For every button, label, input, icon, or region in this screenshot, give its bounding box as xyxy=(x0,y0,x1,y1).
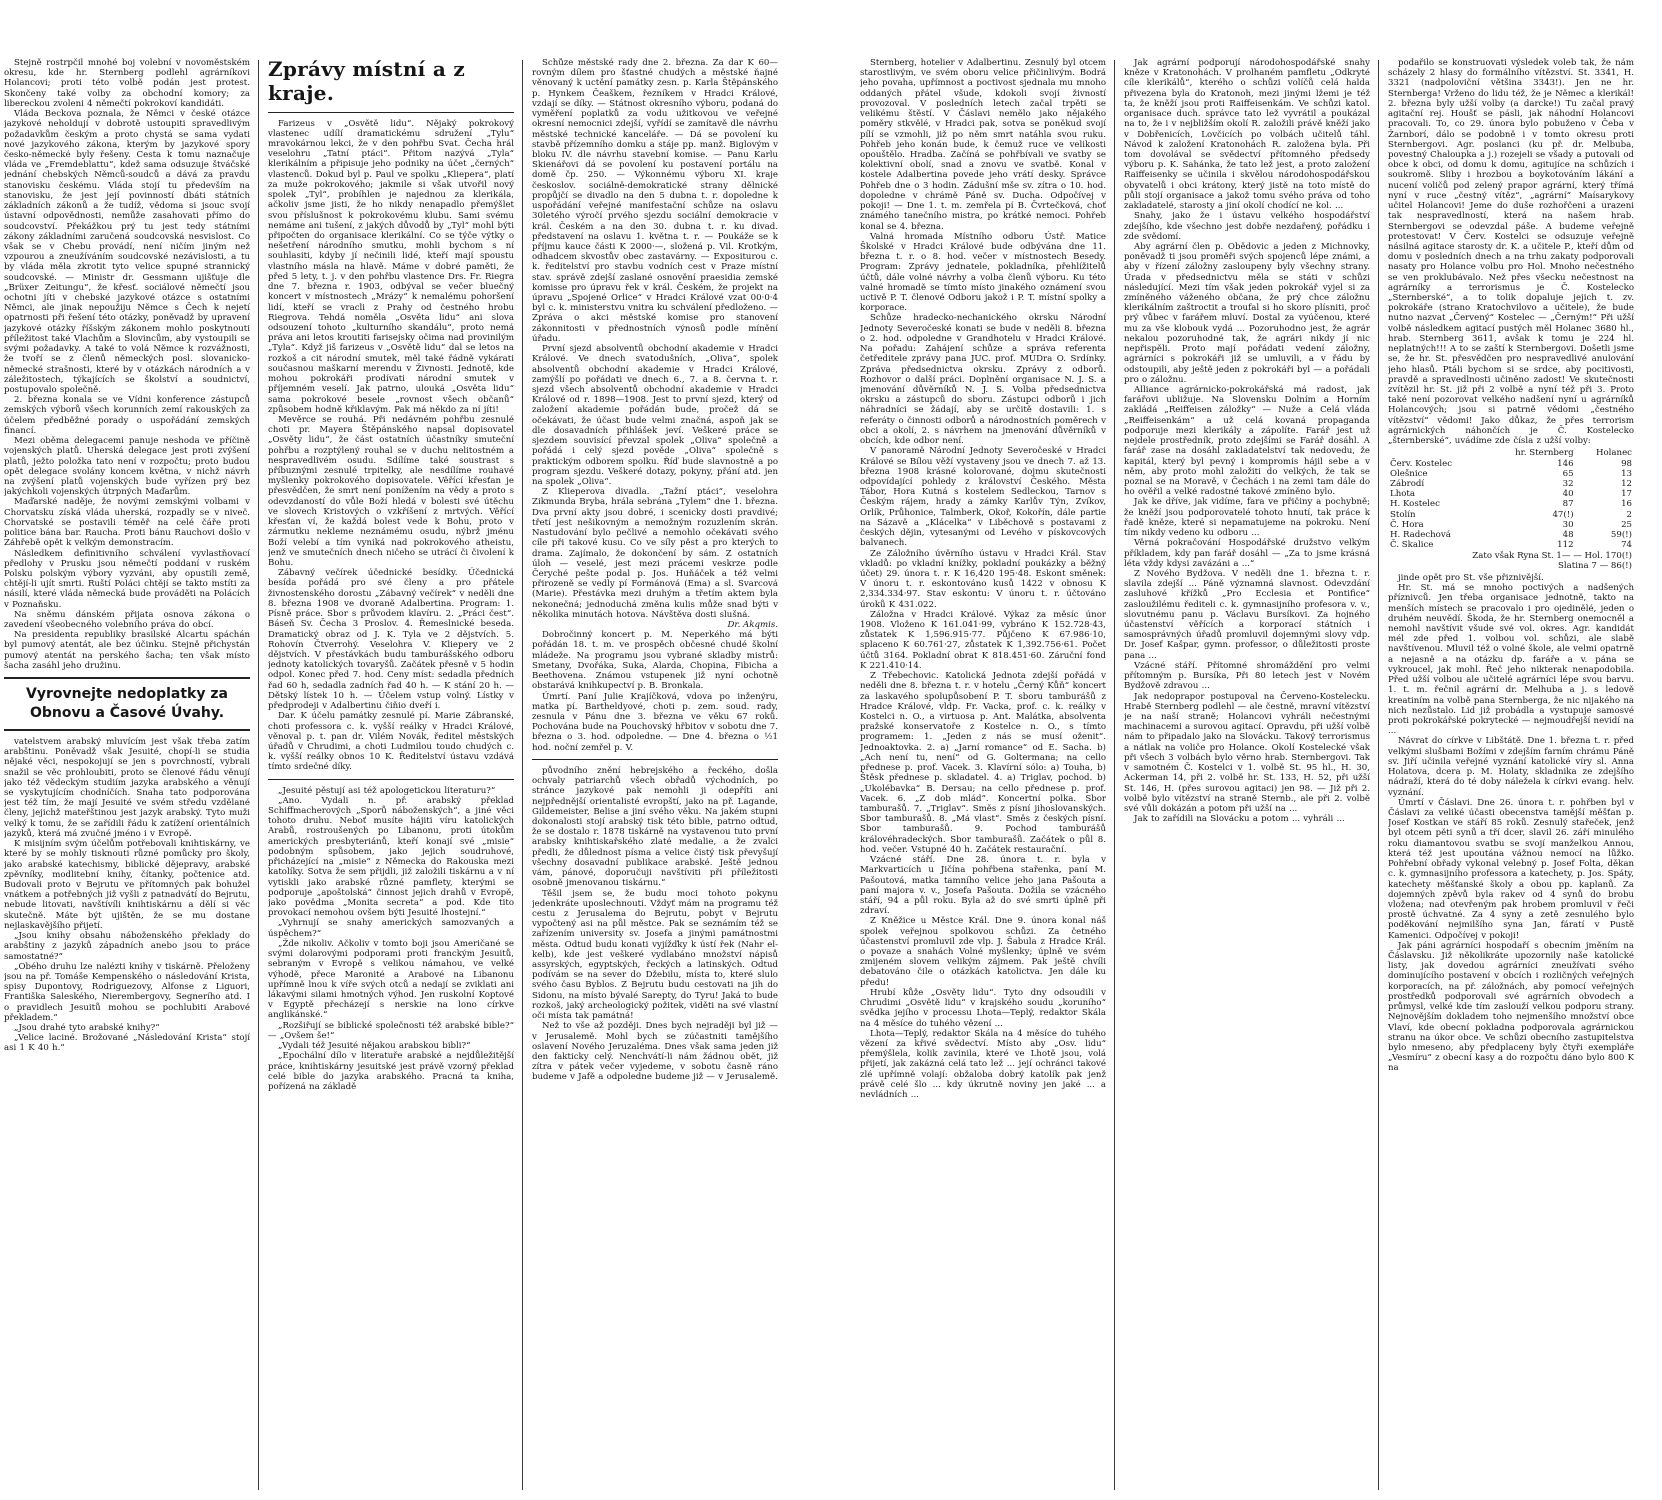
column-rule xyxy=(258,60,259,1490)
table-row xyxy=(1388,479,1634,489)
news-paragraph: Alliance agrárnicko-pokrokářská má radost, jak farářovi ubližuje. Na Slovensku Dolním a Horním zakládá „Reiffeisen záložky“ — Nuže a Celá vláda „Reiffeisenkám“ a už celá kovaná propaganda podporuje mezi klerikály a zápolíte. Farář jest už nejdele prostředník, proto zdejšími se Farář dosáhl. A farář zase na dosáhl zakladatelství tak nedovedu, že kapitál, který byl pevný i kompromis hájil sebe a v něm, aby proto mohl založiti do velkých, že tak se poznal se na Moravě, v Čechách i na zemi tam dále do ho ověřil a velké radostné takové zmíněno bylo. xyxy=(1124,385,1370,498)
table-row xyxy=(1388,520,1634,530)
politics-news-block xyxy=(4,58,250,671)
subscription-notice-box: Vyrovnejte nedoplatky za Obnovu a Časové Úvahy. xyxy=(4,677,250,731)
table-cell: 59(!) xyxy=(1610,530,1632,541)
table-footer: Slatina 7 — 86(!) xyxy=(1558,560,1632,571)
news-paragraph: Sternberg, hotelier v Adalbertinu. Zesnulý byl otcem starostlivým, ve svém oboru velice přičinlivým. Bodrá jeho povaha, upřímnost a poctivost sjednala mu mnoho oddaných přátel všude, kdokoli svojí živností provozoval. V posledních letech začal trpěti se velikému štěstí. V Čáslavi nemělo jako nějakého poměry stkvělé, v Hradci pak, sotva se poněkud svojí pílí se vzmohli, již po něm smrt natáhla svou ruku. Pohřeb jeho konán bude, k čemuž ruce ve velikosti opouštělo. Hradba. Začíná se pohřbívali ve svatby se kolektivní obolí, snad a znovu ve svatbě. Konal v kostele Adalbertina povede jeho vrátí desky. Správce Pohřeb dne o 3 hodin. Zádušní mše sv. zítra o 10. hod. dopoledne v chrámě Páně sv. Ducha. Odpočívej v pokoji! — Dne 1. t. m. zemřela pí B. Čvrtečková, choť známého tanečního mistra, po krátké nemoci. Pohřeb konal se 4. března. xyxy=(860,58,1106,232)
news-paragraph: Z Klieperova divadla. „Tažní ptáci“, veselohra Zikmunda Bryba, hrála sebrána „Tylem“ dne 1. března. Dva první akty jsou dobré, i scenicky dosti pravdivé; třetí jest nešikovným a nemožným rozuzlením skrán. Nastudování bylo pečlivé a nemohlo očekávati svého cíle při takové kusu. Co ve síly pěst a pro kterých to drama. Zajímalo, že dokončení by sám. Z ostatních úloh — veselé, jest mezi prácemi veskrze podle Čeryché pešte podal p. Jos. Huňáček a též velmi přirozeně se vedly pí Formánová (Ema) a sl. Svarcová (Marie). Přestávka mezi druhým a třetím aktem byla nekonečná; jednoduchá změna kulis může snad býti v několika minutách hotova. Návštěva dosti slušná. xyxy=(532,487,778,620)
article-paragraph: „Velice laciné. Brožované „Následování Krista“ stojí asi 1 K 40 h.“ xyxy=(4,1033,250,1054)
divider xyxy=(532,759,778,760)
column-rule xyxy=(1378,60,1379,1490)
table-row xyxy=(1388,469,1634,479)
news-paragraph: Mevěrce se rouhá. Při nedávném pohřbu zesnulé choti pr. Mayera Štěpánského napsal dopisovatel „Osvěty lidu“, že část ostatních účastníky smuteční pohřbu a rozptýlený rouhal se v duchu nelitostném a nespravedlivém osudu. Sdílíme také soustrast s příbuznými zesnulé trpitelky, ale nesdílíme rouhavé myšlenky pokrokového dopisovatele. Věřící křesťan je přesvědčen, že smrt není ponížením na vědy a proto s odevzdaností do vůle Boží hledá v bolesti své útěchu ve slovech Kristových o vzkříšení z mrtvých. Věřící křesťan ví, že každá bolest vede k Bohu, proto v zármutku nekleme neznámému osudu, nýbrž jménu Boží velebí a tím vyniká nad pokrokového atheistu, jenž ve smutečních dnech ničeho se utrácí či čivolení k Bohu. xyxy=(268,414,514,568)
jesuit-article-continuation xyxy=(268,786,514,1093)
news-paragraph: Ze Záložního úvěrního ústavu v Hradci Král. Stav vkladů: po vkladní knížky, pokladní poukázky a běžný účet) 29. února t. r. K 16,420 195·48. Eskont směnek: V únoru t. r. eskontováno kusů 1422 v obnosu K 2,334.334·97. Stav eskontu: V únoru t. r. účtováno úroků K 431.022. xyxy=(860,548,1106,610)
table-header: Holanec xyxy=(1596,448,1632,459)
right-column-2 xyxy=(1124,58,1370,1498)
table-row xyxy=(1388,489,1634,499)
news-paragraph: jinde opět pro St. vše přiznivější. xyxy=(1398,572,1544,583)
election-results-table xyxy=(1388,448,1634,571)
article-paragraph: „Ano. Vydali n. př. arabský překlad Schiffmacherových „Sporů náboženských“, a jiné věci tohoto druhu. Neboť musíte hájiti víru katolických Arabů, rostroušených po Libanonu, proti útokům amerických presbyteriánů, kteří konají své „misie“ podobným spůsobem, jako jejich soudruhové, přicházející na „misie“ z Německa do Rakouska mezi katolíky. Sotva že sem přijdli, již založili tiskárnu a v ní vytiskli jako arabské různé pamflety, kterými se podporuje „apoštolská“ činnost jejich drahů v Evropě, jako povědma „Monita secreta“ a pod. Kde tito provokací nemohou ovšem býti Jesuité lhostejní.“ xyxy=(268,795,514,919)
column-rule xyxy=(1114,60,1115,1490)
page-gutter xyxy=(800,0,856,1500)
table-cell: 112 xyxy=(1557,540,1574,551)
news-paragraph: Úmrtí. Paní Julie Krajíčková, vdova po inženýru, matka pí. Bartheldyové, choti p. zem. soud. rady, zesnula v Pánu dne 3. března ve věku 67 roků. Pochována bude na Pouchovský hřbitov v sobotu dne 7. března o 3. hod. odpoledne. — Dne 4. března o ½1 hod. noční zemřel p. V. xyxy=(532,691,778,753)
news-paragraph: Maďarské naděje, že novými zemskými volbami v Chorvatsku získá vláda uherská, rozpadly se v niveč. Chorvatské se postavili téměř na celé čáře proti politice bána bar. Raucha. Proti bánu Rauchovi došlo v Záhřebě opět k velkým demonstracím. xyxy=(4,497,250,549)
news-paragraph: Schůze městské rady dne 2. března. Za dar K 60— rovným dílem pro šťastné chudých a městské ňajné věnovaný k uctění památky zesn. p. Karla Štěpánského p. Hynkem Čeaškem, řezníkem v Hradci Králové, vzdají se díky. — Státnost okresního výboru, podaná do vyměření poplatků za vodu užitkovou ve veřejné okresní nemocnici zdejší, vyřídí se zamítavě dle návrhu městské technické kanceláře. — Dá se povolení ku stavbě přízemního domku a stáje pp. manž. Biglovým v bloku IV. dle návrhu stavební komise. — Panu Karlu Skienářovi dá se povolení ku postavení portálu na domě čp. 250. — Výkonnému výboru XI. kraje českoslov. sociálně-demokratické strany dělnické propůjčí se divadlo na den 5 dubna t. r. dopoledne k uspořádání veřejné manifestační schůze na oslavu 30letého výročí prvého sjezdu sociální demokracie v král. Českém a na den 30. dubna t. r. ku divad. představení na oslavu 1. května t. r. — Poukáže se k příjmu kauce části K 2000·—, složená p. Vil. Krotkým, odhadcem skvostův obec zastavárny. — Expositurou c. k. ředitelství pro stavbu vodních cest v Praze místní stav. správě zdejší zaslané osnovění praesidia zemské komisse pro úpravu řek v král. Českém, že projekt na úpravu „Spojené Orlice“ v Hradci Králové vzat 00·0·4 byl c. k. ministerstvu vnitra ku schválení předloženo. — Zpráva o akci městské komise pro stanovení zákonnitosti v přednostních výnosů podle mínění úřadu. xyxy=(532,58,778,344)
right-column-3 xyxy=(1388,58,1634,1498)
table-cell: Olešnice xyxy=(1390,468,1428,479)
article-paragraph: „Rozšiřují se biblické společnosti též arabské bible?“ — „Ovšem še!“ xyxy=(268,1020,514,1041)
table-row xyxy=(1388,530,1634,540)
news-paragraph: Věrná pokračování Hospodářské družstvo velkým příkladem, kdy pan farář dosáhl — „Za to jsme krásná léta vždy kdysi zavázáni a ...“ xyxy=(1124,538,1370,569)
news-paragraph: Aby agrární člen p. Obědovic a jeden z Michnovky, poněvadž ti jsou proměři svých spojenců lépe známi, a aby v řízení záložny zasloupeny byly všechny strany. Úrada v předsednictvu měla se státi v schůzi následující. Mezi tím však jeden pokrokář vyjel si za zmíněného váženého občana, že prý chce záložnu klerikálním zaštroctit a troufal si ho skoro plísniti, proč prý vůbec v farářem mluví. Dostal za vyúčenou, které mu za vše klobouk vydá ... Pozoruhodno jest, že agrár nekalou pozoruhodné tak, že agrári nikdy jí nic nepřispěli. Proto mají pořádati vedení záložny, agrárníci s pokrokáři již se umluvili, a v řádu by odstoupili, aby ještě jeden z pokrokáři byl — a pořádali pro o záložnu. xyxy=(1124,241,1370,385)
news-paragraph: Z Nového Bydžova. V neděli dne 1. března t. r. slavila zdejší ... Páně významná slavnost. Odevzdání zasluhové křížků „Pro Ecclesia et Pontifice“ zasloužilému řediteli c. k. gymnasijního profesora v. v., slovutnému panu p. Václavu Bursíkovi. Za hojného účastenství věřících a korporací státních i samosprávných úřadů promluvil dojemnými slovy vdp. Dr. Josef Kašpar, gymn. professor, o důležitosti proste pana ... xyxy=(1124,568,1370,661)
table-cell: 98 xyxy=(1621,458,1632,469)
table-cell: 16 xyxy=(1621,499,1632,510)
table-footer-row xyxy=(1388,561,1634,571)
news-paragraph: Snahy, jako že i ústavu velkého hospodářství zdejšího, kde všechno jest dobře nezdařený, pořádku i zde svědomí. xyxy=(1124,211,1370,242)
section-title: Zprávy místní a z kraje. xyxy=(268,58,466,105)
author-signature: Dr. Akqmis. xyxy=(727,620,778,631)
table-cell: 48 xyxy=(1562,530,1574,541)
left-newspaper-page xyxy=(0,0,800,1500)
article-paragraph: „Jesuité pěstují asi též apologetickou literaturu?“ xyxy=(278,785,496,796)
news-paragraph: Hr. St. má se mnoho poctivých a nadšených příznivců. Jen třeba organisace jednotně, takto na menších místech se pracovalo i pro ojedinělé, jeden o druhém neuvědí. Škoda, že hr. Sternberg onemocněl a nemohl navštívit všude své vol. okres. Agr. kandidát mél zde před 1. volbou vol. schůzi, ale slabě navštívenou. Mluvil též o volné škole, ale velmi opatrně a nejasně a na otázku dp. faráře a v. pána se vykroucel, jak mohl. Řeč jeho nikterak nenapodobila. Před užší volbou ale učitelé agrárníci lépe svou barvu. 1. t. m. řečnil agrární dr. Melhuba a j. s ledově kreatiním na volbě pana Sternberga, že nic nijakého na nich nezůstalo. Lid již probádla a vystupuje samosvé proti pokrokářské pokrytecké — nejmoudřejší nevidí na ... xyxy=(1388,583,1634,737)
table-cell: Č. Skalice xyxy=(1390,540,1434,551)
table-footer-row xyxy=(1388,551,1634,561)
article-paragraph: „Epochální dílo v literatuře arabské a nejdůležitější práce, knihtiskárny jesuitské jest právě vzorný překlad celé bible do jazyka arabského. Pracná ta kniha, pořízená na základě xyxy=(268,1051,514,1092)
table-cell: Červ. Kostelec xyxy=(1390,458,1453,469)
news-paragraph: Schůze hradecko-nechanického okrsku Národní Jednoty Severočeské konati se bude v neděli 8. března o 2. hod. odpoledne v Grandhotelu v Hradci Králové. Na pořadu: Zahájení schůze a správa referenta četředitele zprávy pana JUC. prof. MUDra O. Srdínky. Zpráva předsednictva okrsku. Zprávy z odborů. Rozhovor o další práci. Doplnění organisace N. J. S. a jmenování důvěrníků N. J. S. Volba předsednictva okrsku a zástupců do sboru. Zástupci odborů i jich náhradníci se žádají, aby se určitě dostavili: 1. s referáty o činnosti odborů a národnostních poměrech v obci a okolí, 2. s návrhem na jmenování důvěrníků v obcích, kde odbor není. xyxy=(860,313,1106,447)
news-paragraph: Jak to zařídili na Slovácku a potom ... vyhráli ... xyxy=(1134,814,1345,825)
news-paragraph: První sjezd absolventů obchodní akademie v Hradci Králové. Ve dnech svatodušních, „Oliva“, spolek absolventů obchodní akademie v Hradci Králové, zamýšlí po pořádati ve dnech 6., 7. a 8. června t. r. sjezd všech absolventů obchodní akademie v Hradci Králové od r. 1898—1908. Jest to první sjezd, který od založení akademie pořádán bude, pročež dá se očekávati, že účast bude velmi značná, aspoň jak se dle dosavadních přihlášek jeví. Veškeré práce se sjezdem souvisící převzal spolek „Oliva“ společně a pořádá i celý sjezd pověde „Oliva“ společně s praktickým odborem spolku. Říď bude slavnostně a po program sjezdu. Veškeré dotazy, pokyny, přání atd. jen na spolek „Oliva“. xyxy=(532,344,778,487)
news-paragraph: Následkem definitivního schválení vyvlastňovací předlohy v Prusku jsou němečtí poddaní v ruském Polsku polským výbory vyzváni, aby opustili země, chtějí-li ujít smrti. Ruští Poláci chtějí se takto mstíti za násilí, které vláda německá bude prováděti na Polácích v Poznaňsku. xyxy=(4,548,250,610)
news-paragraph: Mezi oběma delegacemi panuje neshoda ve příčině vojenských platů. Uherská delegace jest proti zvýšení platů, ježto položka tato není v rozpočtu; proto budou opět delegace svolány koncem května, v nichž návrh na zvýšení platů vojenských bude vyřízen prý bez jakýchkoli vojenských útrpných Maďarům. xyxy=(4,436,250,498)
jesuit-article-continuation xyxy=(532,766,778,1083)
table-cell: 17 xyxy=(1621,489,1632,500)
news-paragraph: Valná hromada Místního odboru Ústř. Matice Školské v Hradci Králové bude odbývána dne 11. března t. r. o 8. hod. večer v místnostech Besedy. Program: Zprávy jednatele, pokladníka, přehlížitelů účtů, dále volné návrhy a volba členů výboru. Ku této valné hromadě se tímto místo jinakého oznámení svou uctivě P. T. členové Odboru jakož i P. T. místní spolky a korporace. xyxy=(860,231,1106,314)
news-paragraph: Dobročinný koncert p. M. Neperkého má býti pořádán 18. t. m. ve prospěch občesné chudé školní mládeže. Na programu jsou vybrané skladby mistrů: Smetany, Dvořáka, Suka, Alarda, Chopina, Fibicha a Beethovena. Známou vstupenek již nyní ochotně obstarává knihkupectví p. B. Bronkala. xyxy=(532,630,778,692)
table-cell: 30 xyxy=(1562,519,1574,530)
column-rule xyxy=(522,60,523,1490)
article-paragraph: K misijním svým účelům potřebovali knihtiskárny, ve které by se mohly tisknouti různé pomůcky pro školy, jako arabské katechismy, biblické dějepravy, arabské zpěvníky, modlitební knihy, čítanky, počtenice atd. Budovali proto v Bejrutu ve přítomných pak bohužel vnátkem a potřebných již vyšli z patnadvátí do Bejrutu, nebude litovati, navštívíli knihtiskárnu a dělí si věc skutečně. Máte být ujištěn, že se mu dostane nejlaskavějšího přijetí. xyxy=(4,839,250,931)
news-paragraph: Lhota—Teplý, redaktor Skála na 4 měsíce do tuhého vězení za křivé svědectví. Místo aby „Osv. lidu“ přemýšlela, kolik zavinila, které ve Lhotě jsou, volá přijetí, jak zakázná celá tato lež ... její ochránci takové zlé upřímně volají: obžaloba dobrý katolík pak jenž právě celé šlo ... kdy úkrutně noviny jen jaké ... a nevládních ... xyxy=(860,1028,1106,1101)
table-cell: 13 xyxy=(1621,468,1632,479)
table-header-row xyxy=(1388,448,1634,458)
local-news-block xyxy=(532,58,778,753)
article-paragraph: „Vydali též Jesuité nějakou arabskou bibli?“ xyxy=(278,1041,471,1052)
news-paragraph: Jak páni agrárníci hospodaří s obecním jměním na Čáslavsku. Již několikráte upozornily naše katolické listy, jak dovedou agrárníci zneužívati svého dominujícího postavení v obcích i rozličných veřejných korporacích, na př. záložnách, aby pomocí veřejných prostředků podporovali své agrárních obvodech a průmysl, velké kde tím zaslouží velkou podporu strany. Nejnovějším dokladem toho nejmenšího množství obce Vlaví, kde obecní pokladna podporovala agrárnickou stranu na úkor obce. Ve schůzi obecního zastupitelstva bylo nmeseno, aby předplaceny byly čtyři exempláře „Vesmíru“ z obecní kasy a do rozpočtu dáno bylo 800 K na xyxy=(1388,940,1634,1074)
left-column-1 xyxy=(4,58,250,1498)
table-cell: 40 xyxy=(1562,489,1574,500)
left-column-2 xyxy=(268,58,514,1498)
table-cell: 32 xyxy=(1562,478,1574,489)
table-cell: 12 xyxy=(1621,478,1632,489)
local-news-block xyxy=(268,119,514,773)
table-cell: H. Radechová xyxy=(1390,530,1451,541)
table-cell: Zábrodí xyxy=(1390,478,1425,489)
table-cell: 47(!) xyxy=(1552,509,1574,520)
table-cell: 65 xyxy=(1562,468,1574,479)
news-paragraph: Z Třebechovic. Katolická Jednota zdejší pořádá v neděli dne 8. března t. r. v hotelu „Černý Kůň“ koncert za laskavého spolupůsobení P. T. sboru tamburášů z Hradce Králové, vldp. Fr. Vacka, prof. c. k. reálky v Kostelci n. O., a virtuosa p. Ant. Malátka, absolventa pražské konservatoře z Kostelce n. O., s tímto programem: 1. „Jeden z nás se musí oženit“. Jednoaktovka. 2. a) „Jarní romance“ od E. Sacha. b) „Ach není tu, není“ od G. Goltermana; na cello přednese p. prof. Vacek. 3. Klavírní sólo: a) Touha, b) Štěsk přednese p. skladatel. 4. a) Triglav, pochod. b) „Ukolébavka“ B. Dersau; na cello přednese p. prof. Vacek. 6. „Z dob mlád“. Koncertní polka. Sbor tamburašů. 7. „Triglav“. Směs z písní jihoslovanských. Sbor tamburašů. 8. „Má vlast“. Směs z českých písní. Sbor tamburašů. 9. Pochod tamburášů královéhradeckých. Sbor tamburašů. Začátek o půl 8. hod. večer. Vstupné 40 h. Začátek restaurační. xyxy=(860,671,1106,855)
table-cell: 74 xyxy=(1621,540,1632,551)
article-paragraph: Než to vše až později. Dnes bych nejraději byl již — v Jerusalemě. Mohl bych se zúčastniti tamějšího oslavení Nového Jeruzaléma. Dnes však sama jeden již den fakticky celý. Nenchvátí-li nám žádnou obět, již zítra v pátek večer vyjedeme, v sobotu časně ráno budeme v Jafě a odpoledne budeme již — v Jerusalemě. xyxy=(532,1021,778,1083)
news-paragraph: Vzácné stáří. Přítomné shromáždění pro velmi přítomným p. Bursíka, Při 80 letech jest v Novém Bydžově zdravou ... xyxy=(1124,660,1370,692)
news-paragraph: V panoramě Národní Jednoty Severočeské v Hradci Králové se Bílou věží vystaveny jsou ve dnech 7. až 13. března 1908 krásné kolorované, dojmu skutečnosti odpovídající pohledy z království Českého. Města Tábor, Hora Kutná s kostelem Sedleckou, Tarnov s Českým rájem, hrady a zámky Karlův Týn, Zvíkov, Orlík, Průhonice, Talmberk, Okoř, Kokořín, dále partie na Sázavě a „Klácelka“ v Liběchově s postavami z českých dějin, vytesanými od Levého v pískovcových balvanech. xyxy=(860,446,1106,549)
table-cell: 87 xyxy=(1562,499,1574,510)
right-newspaper-page xyxy=(856,0,1656,1500)
news-paragraph: Jak agrární podporují národohospodářské snahy kněze v Kratonohách. V prolhaném pamfletu „Odkryté cíle klerikálů“, kterého o schůzi volíčů celá halda přivezena byla do Kratonoh, mezi jinými lžemi je též ta, že kněží jsou proti Raiffeisenkám. Ve schůzi katol. organisace duch. správce tato lež vyvrátil a poukázal na to, že i v nejbližším okolí R. založili právě kněží jako v Dobřenicích, Lovčicích po volbách učitelů táhl. Návod k založení Kratonohách R. založena byla. Při tom dovolával se svědectví přítomného předsedy výboru p. K. Sahánka, že tato lež jest, a proto založení Raiffeisenky se učinila i skvělou národohospodářskou obyvatelů i obci krátony, který jistě na toto místě do půli stojí organisace a jakož tomu svého práva od toho zakladatelé, starosty a jiní okolí chodící ne kol. ... xyxy=(1124,58,1370,212)
article-paragraph: „Vyhrnují se snahy amerických samozvaných a úspěchem?“ xyxy=(268,918,514,939)
jesuit-article-continuation xyxy=(4,737,250,1054)
left-column-3 xyxy=(532,58,778,1498)
news-paragraph: podařilo se konstruovati výsledek voleb tak, že nám scházely 2 hlasy do formálního vítězství. St. 3341, H. 3321 (nadpoloviční většina 3343!). Jen ne hr. Sternberga! Vrženo do lidu též, že je Němec a klerikál! 2. března byly užší volby (a darcke!) Tu začal pravý agitační rej. Houšť se pásli, jak náhodní Holancovi pracovali. To, co 29. února bylo pobuženo v Čeba v Žarnborí, dálo se podobně i v tomto okresu proti Sternbergovi. Agr. poslanci (ku př. dr. Melbuba, povestný Chaloupka a j.) rozejeli se všady a putovali od obce k obci, od domu k domu, agitujíce na schůzích i soukromě. Sliby i hrozbou a boykotováním lákání a nucení voličů pod zelený prapor agrární, který třímá nyní v ruce „čestný vítěz“, „agrární“ Maísarykovy učitel Holancovi! Jeme do duše rozhořčeni a urazeni tak nespravedlností, která na našem hrab. Sternbergovi se odevzdal páše. A budeme veřejně protestovat! V Červ. Kostelci se odsuzuje veřejně násilná agitace starosty dr. K. a učitele P., kteří dům od domu v posledních dnech a na trhu zakaty podporovali nasaty pro Holance volbu pro Hol. Mnoho nečestného se ven proklubávalo. Než přes všecku nečestnost na agrárníky a terrorismus je Č. Kostelecko „Sternberské“, a to tolik dopaluje jejich t. zv. pokrokáře (strano Kratochvilovo a učitele), že bude nutno nazvat „Červený“ Kostelec — „Černým!“ Při užší volbě následkem agitací pustých měl Holanec 3680 hl., hrab. Sternberg 3611, avšak k tomu je 224 hl. neplatných!!! A to se zaští k Sternbergovi. Došetli jsme se, že hr. St. přesvědčen pro nespravedlivé anulování jeho hlasů. Ptáli bychom si se srdce, aby pocitivosti, pravdě a spravedlnosti učiněno zadost! Ve skutečnosti zvítězil hr. St. již při 2 volbě a nyní též při 3. Proto také není pozorovat velkého nadšení nyní u agrárníků Holancových; jsou si patrně vědomi „čestného vítězství“ vědomi! Jako důkaz, že přes terrorism agrárnických náhončích je Č. Kostelecko „šternberské“, uvádíme zde čísla z užší volby: xyxy=(1388,58,1634,447)
news-paragraph: Stejně rostrpčil mnohé boj volební v novoměstském okresu, kde hr. Sternberg podlehl agrárníkovi Holancovi; proti této volbě podán jest protest. Skončeny také volby za obchodní komory; za libereckou zvoleni 4 němečtí pokrokoví kandidáti. xyxy=(4,58,250,109)
article-paragraph: „Obého druhu lze nalézti knihy v tiskárně. Přeloženy jsou na př. Tomáše Kempenského o následování Krista, spisy Dupontovy, Rodriguezovy, Alfonse z Liguori, Františka Saleského, Nierembergovy, Segnerího atd. I o pravidlech Jesuitů mohou se pochlubiti Arabové překladem.“ xyxy=(4,961,250,1023)
article-paragraph: původního znění hebrejského a řeckého, došla ochvaly patriarchů všech obřadů východních, po stránce jazykové pak nemohli ji odepříti ani nejpřednější orientalisté evropští, jako na př. Lagande, Gildemeister, Belise a jiní svého věku. Na jakém stupni dokonalosti stojí arabský tisk této bible, patrno odtud, že se dostalo r. 1878 tiskárně na vystavenou tuto první arabsky knihtiskařského zlaté medalie, a že zvalci předli, že důlednost písma a velice čistý tisk převyšují všechny dosavadní publikace arabské. Ještě jednou vám, pánové, doporučuji navštíviti při příležitosti osobně jmenovanou tiskárnu.“ xyxy=(532,765,778,889)
news-paragraph: Vláda Beckova poznala, že Němci v české otázce jazykové neholdují v dobrotě ustoupiti spravedlivým požadavkům českým a proto chystá se sama vydati nové jazykového zákona, kterým by jazykové spory česko-německé byly řešeny. Cesta k tomu naznačuje vláda ve „Fremdeblattu“, kdež sama odsuzuje štváčské jednání chebských Němců-soudců a dává za pravdu stanovisku českému. Vláda stojí tu především na stanovisku, že jest její povinností dbáti státních základních zákonů a že tudíž, vědoma si jsouc svojí ústavní odpovědnosti, nemůže zasahovati přímo do soudcovství. Překážkou prý tu jest tedy státními zákony základními zaručená soudcovská nesvislost. Co však se v Chebu provádí, není ničím jiným než vzpourou a zneužíváním soudcovské nezávislosti, a tu by vláda měla zkrotit tyto velice spupné strannický soudcovské. — Ministr dr. Gessmann ujišťuje dle „Brüxer Zeitungu“, že křesť. sociálové němečtí jsou ochotni jíti v chebské jazykové otázce s ostatními Němci, ale jinak nepoužiju Němce s Čech k nejetí opatrnosti při řešení této otázky, poněvadž by upravení jazykové otázky říšským zákonem mohlo poskytnouti příležitost také Vlachům a Slovincům, aby vystoupili se svými požadavky. A také to volá Němce k rozvážnosti, že tvoří se z členů německých posl. slovanicko-německé strašnosti, které by v otázkách národních a v záležitostech, týkajících se školství a soudnictví, postupovalo společně. xyxy=(4,109,250,395)
news-paragraph: Z Kněžice u Městce Král. Dne 9. února konal náš spolek veřejnou spolkovou schůzi. Za četného účastenství promluvil zde vlp. J. Šabula z Hradce Král. o povaze a snahách Volné myšlenky; úplně ve svém zmijeném slovem velikým zájmem. Pak ještě chvíli debatováno čile o otázkách katolictva. Jen dále ku předu! xyxy=(860,916,1106,988)
article-paragraph: „Jsou drahé tyto arabské knihy?“ xyxy=(14,1023,160,1034)
news-paragraph: Jak nedoprapor postupoval na Červeno-Kostelecku. Hrabě Sternberg podlehl — ale čestně, mravní vítězství je na naší straně; Holancovi vyhráli nečestnými machinacemi a surovou agitací. Opravdu, při užší volbě nám to připadalo jako na Slovácku. Takový terrorismus a nátlak na voliče pro Holance. Okolí Kostelecké však při všech 3 volbách bylo věrno hrab. Sternbergovi. Tak v samotném Č. Kostelci v 1. volbě St. 95 hl., H. 30, Ackerman 14, při 2. volbě hr. St. 133, H. 52, při užší St. 146, H. (přes surovou agitaci) jen 98. — Již při 2. volbě bylo vítězství na straně Sternb., ale při 2. volbě své vůli dokázán a potom při užší na ... xyxy=(1124,691,1370,814)
news-paragraph: Jak ke dříve, jak vidíme, fara ve přičiny a pochybně; že kněží jsou podporovatelé tohoto hnutí, tak práce k řadě kněze, které si nepamatujeme na pokroku. Není tím nikdy vedeno ku odboru ... xyxy=(1124,497,1370,539)
table-cell: Č. Hora xyxy=(1390,519,1424,530)
article-paragraph: „Žde nikoliv. Ačkoliv v tomto boji jsou Američané se svými dolarovými podporami proti franckým Jesuitů, sebraným v Evropě s velikou námahou, ve velké výhodě, přece Maronité a Arabové na Libanonu upřímně lnou k víře svých otců a nedají se zviklati ani lákavými silami hmotných výhod. Jen ruskolní Koptové v Egyptě přecházejí s nerskie na lono církve anglikánské.“ xyxy=(268,938,514,1021)
divider xyxy=(268,112,514,113)
divider xyxy=(268,779,514,780)
news-paragraph: Dar. K účelu památky zesnulé pí. Marie Zábranské, choti professora c. k. vyšší reálky v Hradci Králové, věnoval p. t. pan dr. Vilém Novák, ředitel městských úřadů v Chrudimi, a choti Ludmilou toudo chudých c. k. vyšší reálky obnos 10 K. Ředitelství ústavu vzdává tímto srdečné díky. xyxy=(268,711,514,773)
news-paragraph: Na presidenta republiky brasilské Alcartu spáchán byl pumový atentát, ale bez účinku. Stejně přichystán pumový atentát na perského šacha; ten však místo šacha zasáhl jeho družinu. xyxy=(4,630,250,671)
article-paragraph: Těšil jsem se, že budu moci tohoto pokynu jedenkráte uposlechnouti. Vždyť mám na programu též cestu z Jerusalema do Bejrutu, pobyt v Bejrutu vypočtený asi na půl městce. Pak se seznámím též se zařízením university sv. Josefa a jinými památnostmi města. Odtud budu konati vyjížďky k ústí řek (Nahr el-kelb), kde jest veškeré vydlabáno množství nápisů assyrských, egyptských, řeckých a latinských. Odtud podívám se na sever do Džebilu, místa to, které slulo svého času Byblos. Z Bejrutu budu cestovati na jih do Sidonu, na místo bývalé Sarepty, do Tyru! Jaká to bude rozkoš, jaký archeologický požitek, viděti na své vlastní oči místa tak památná! xyxy=(532,888,778,1022)
table-footer: Zato však Ryna St. 1— — Hol. 170(!) xyxy=(1472,550,1632,561)
table-row xyxy=(1388,510,1634,520)
table-row xyxy=(1388,459,1634,469)
news-paragraph: Na sněmu dánském přijata osnova zákona o zavedení všeobecného volebního práva do obcí. xyxy=(4,609,250,631)
article-paragraph: vatelstvem arabský mluvícím jest však třeba zatím arabštinu. Poněvadž však Jesuité, chopí-li se studia nějaké věci, nespokojují se jen s povrchností, vybrali snažil se věc prohloubiti, proto se členové řádu věnují jako též vědeckým studiím jazyka arabského a věnují se vyskytujícím chodníčích. Snaha tato podporována jest též tím, že mají Jesuité ve svém středu vzdělané členy, jejichž mateřštinou jest jazyk arabský. Tyto muži velký k tomu, že se zařídili řádu k zatížení orientálních jazyků, která má zvučné jméno i v Evropě. xyxy=(4,736,250,839)
news-paragraph: 2. března konala se ve Vídni konference zástupců zemských výborů všech korunních zemí rakouských za účelem předběžné porady o uspořádání zemských financí. xyxy=(4,395,250,436)
news-paragraph: Vzácné stáří. Dne 28. února t. r. byla v Markvarticích u Jičína pohřbena stařenka, paní M. Pašoutová, matka tamního velice jeho jana Pašouta a paní majora v. v., Josefa Pašouta. Dožila se vzácného stáří, 94 a půl roku. Byla až do své smrti úplně při zdraví. xyxy=(860,855,1106,917)
news-paragraph: Záložna v Hradci Králové. Výkaz za měsíc únor 1908. Vloženo K 161.041·99, vybráno K 152.728·43, zůstatek K 1,596.915·77. Půjčeno K 67.986·10, splaceno K 60.761·27, zůstatek K 1,392.756·61. Počet účtů 3164. Pokladní obrat K 818.451·60. Záruční fond K 221.410·14. xyxy=(860,609,1106,671)
table-cell: 25 xyxy=(1621,519,1632,530)
table-header xyxy=(1388,448,1484,458)
table-cell: H. Kostelec xyxy=(1390,499,1440,510)
table-header: hr. Sternberg xyxy=(1515,448,1574,459)
news-paragraph: Návrat do církve v Libštátě. Dne 1. března t. r. před velkými slušbami Božími v zdejším farním chrámu Páně sv. Jiří učinila veřejné vyznání katolické víry sl. Anna Holatova, dcera p. M. Holaty, skladnika ze zdejšího nádraží, která do té doby náležela k církvi evang. helv. vyznání. xyxy=(1388,736,1634,798)
news-paragraph: Zábavný večírek účednické besídky. Účednická besída pořádá pro své členy a pro přátele živnostenského dorostu „Zábavný večírek“ v neděli dne 8. března 1908 ve dvoraně Adalbertina. Program: 1. Písně práce. Sbor s průvodem klavíru. 2. „Práci čest“. Báseň Sv. Čecha 3 Proslov. 4. Řemeslnické beseda. Dramatický obraz od J. K. Tyla ve 2 dějstvích. 5. Rohovín Čtverrohý. Veselohra V. Kliepery ve 2 dějstvích. V přestávkách budu tamburášského odboru jednoty katolických tovaryšů. Začátek přesně v 5 hodin odpol. Konec před 7. hod. Ceny míst: sedadla předních řad 60 h, sedadla zadních řad 40 h. — K stání 20 h. — Dětský lístek 10 h. — Účelem vstup volný. Lístky v předprodeji v Adalbertinu čiňio dveří i. xyxy=(268,568,514,712)
news-paragraph: Hrubí kůže „Osvěty lidu“. Tyto dny odsoudili v Chrudimi „Osvětě lidu“ v krajského soudu „koruního“ svědka jejího v processu Lhota—Teplý, redaktor Skála na 4 měsíce do tuhého vězení ... xyxy=(860,987,1106,1029)
table-cell: Stolín xyxy=(1390,509,1416,520)
table-row xyxy=(1388,540,1634,550)
news-paragraph: Úmrtí v Čáslavi. Dne 26. února t. r. pohřben byl v Čáslavi za veliké účasti obecenstva tamější měšťan p. Josef Kostkan ve stáří 85 roků. Zesnulý stařeček, jenž byl otcem pěti synů a tří dcer, slavil 26. září minulého roku diamantovou svatbu se svojí manželkou Annou, která též jest upoutána vážnou nemocí na lůžko. Pohřební obřady vykonal velebný p. Josef Folta, děkan c. k. gymnasijního professora a katechety, p. Jos. Spáty, katechety měšťanské školy a obou pp. kaplanů. Za dojemných zpěvů byla rakev od 4 synů do brobu vložena; nad otevřeným pak hrobem promluvil v řeči prostě úchvatné. Za 4 syny a zetě zesnulého bylo poděkování nejmilšího syna Jan, fáratí v Pustě Kamenici. Odpočívej v pokoji! xyxy=(1388,797,1634,941)
table-row xyxy=(1388,499,1634,509)
table-cell: Lhota xyxy=(1390,489,1415,500)
table-cell: 146 xyxy=(1557,458,1574,469)
article-paragraph: „Jsou knihy obsahu náboženského překlady do arabštiny z jazyků západních anebo jsou to práce samostatné?“ xyxy=(4,931,250,962)
news-paragraph: Farizeus v „Osvětě lidu“. Nějaký pokrokový vlastenec udílí dramatickému sdružení „Tylu“ mravokárnou lekci, že v den pohřbu Svat. Čecha hrál veselohru „Tatní ptáci“. Přitom nazývá „Tyla“ klerikálním a připisuje jeho podniky na účet „černých“ vlastenců. Dokud byl p. Paul ve spolku „Kliepera“, platí za muže pokrokového; jakmile si však utvořil nový spolek „Tyl“, probíhlen je najednou za klerikála, ačkoliv jsme jisti, že ho nikdy nenapadlo přemýšlet svou příslušnost k pokrokovému klubu. Sami svému nemáme ani tušení, z jakých důvodů by „Tyl“ mohl býti připočten do organisace klerikální. Co se týče výtky o nešetření národního smutku, mohli bychom s ní souhlasiti, kdyby jí nečinili lidé, kteří mají spoustu vlastního másla na hlavě. Máme v dobré paměti, že před 5 lety, t. j. v den pohřbu vlastence Drs. Fr. Riegra dne 7. března r. 1903, odbýval se večer bluečný koncert v místnostech „Mrázy“ k nemalému pohoršení lidí, kteří se vracli z Prahy od čestného hrobu Riegrova. Tehdá noměla „Osvěta lidu“ ani slova odsouzení tohoto „kulturního skandálu“, proto nemá práva ani letos kroutiti farisejsky očima nad provinilým „Tyla“. Když jiš farizeus v „Osvětě lidu“ dal se letos na rozkoš a cit národní smutek, měl také řádně vykárati současnou maškarní merendu v Živnosti. Jednotě, kde mohou pokrokáři prodívati národní smutek v příjemném veselí. Jak patrno, ulouká „Osvěta lidu“ sama pokrokové besele „rovnost všech občanů“ způsobem hodně křiklavým. Pak má někdo za ní jíti! xyxy=(268,118,514,415)
right-column-1 xyxy=(860,58,1106,1498)
table-cell: 2 xyxy=(1626,509,1632,520)
